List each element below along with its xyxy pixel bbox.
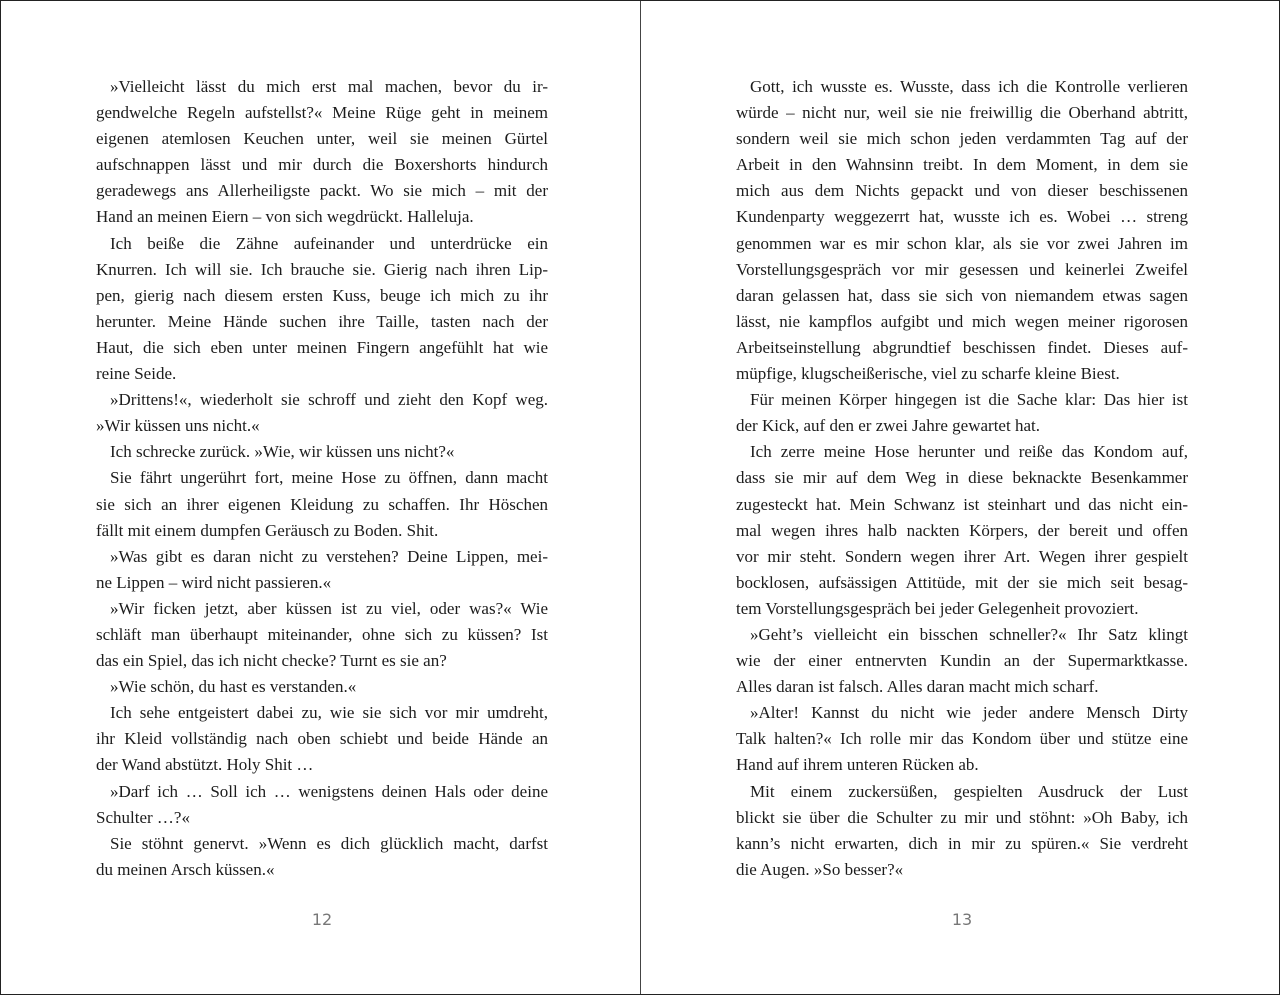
right-page-number: 13 — [951, 910, 973, 929]
text-line: lässt, nie kampflos aufgibt und mich wegen meiner rigorosen — [736, 311, 1188, 331]
text-line: Ich zerre meine Hose herunter und reiße das Kondom auf, — [750, 442, 1188, 462]
text-line: Knurren. Ich will sie. Ich brauche sie. Gierig nach ihren Lip- — [96, 259, 548, 279]
text-line: Haut, die sich eben unter meinen Fingern angefühlt hat wie — [96, 337, 548, 357]
text-line: Arbeitseinstellung abgrundtief beschissen findet. Dieses auf- — [736, 337, 1188, 357]
text-line: Mit einem zuckersüßen, gespielten Ausdruck der Lust — [750, 781, 1188, 801]
text-line: Sie stöhnt genervt. »Wenn es dich glücklich macht, darfst — [110, 833, 548, 853]
text-line: reine Seide. — [96, 364, 177, 384]
text-line: »Drittens!«, wiederholt sie schroff und zieht den Kopf weg. — [110, 390, 548, 410]
text-line: fällt mit einem dumpfen Geräusch zu Boden. Shit. — [96, 520, 439, 540]
text-line: müpfige, klugscheißerische, viel zu scharfe kleine Biest. — [736, 364, 1120, 384]
text-line: Ich schrecke zurück. »Wie, wir küssen uns nicht?« — [110, 442, 455, 462]
text-line: »Geht’s vielleicht ein bisschen schneller?« Ihr Satz klingt — [750, 624, 1188, 644]
text-line: die Augen. »So besser?« — [736, 859, 904, 879]
text-line: aufschnappen lässt und mir durch die Boxershorts hindurch — [96, 155, 548, 175]
page-gutter — [640, 1, 641, 994]
text-line: der Wand abstützt. Holy Shit … — [96, 755, 314, 775]
text-line: blickt sie über die Schulter zu mir und stöhnt: »Oh Baby, ich — [736, 807, 1188, 827]
text-line: sondern weil sie mich schon jeden verdammten Tag auf der — [736, 129, 1188, 149]
text-line: das ein Spiel, das ich nicht checke? Turnt es sie an? — [96, 651, 447, 671]
text-line: Talk halten?« Ich rolle mir das Kondom über und stütze eine — [736, 729, 1188, 749]
text-line: »Wir küssen uns nicht.« — [96, 416, 260, 436]
text-line: Ich sehe entgeistert dabei zu, wie sie sich vor mir umdreht, — [110, 703, 548, 723]
text-line: bocklosen, aufsässigen Attitüde, mit der sie mich seit besag- — [736, 572, 1188, 592]
text-line: Vorstellungsgespräch vor mir gesessen und keinerlei Zweifel — [736, 259, 1188, 279]
text-line: Hand an meinen Eiern – von sich wegdrückt. Halleluja. — [96, 207, 474, 227]
left-page-text — [96, 74, 548, 883]
text-line: Sie fährt ungerührt fort, meine Hose zu öffnen, dann macht — [110, 468, 548, 488]
text-line: dass sie mir auf dem Weg in diese beknackte Besenkammer — [736, 468, 1188, 488]
text-line: mal wegen ihres halb nackten Körpers, der bereit und offen — [736, 520, 1188, 540]
text-line: gendwelche Regeln aufstellst?« Meine Rüge geht in meinem — [96, 103, 548, 123]
text-line: »Wir ficken jetzt, aber küssen ist zu viel, oder was?« Wie — [110, 598, 548, 618]
right-page-text — [736, 74, 1188, 883]
left-page-number: 12 — [311, 910, 333, 929]
text-line: »Was gibt es daran nicht zu verstehen? Deine Lippen, mei- — [110, 546, 548, 566]
text-line: Arbeit in den Wahnsinn treibt. In dem Moment, in dem sie — [736, 155, 1188, 175]
text-line: pen, gierig nach diesem ersten Kuss, beuge ich mich zu ihr — [96, 285, 548, 305]
text-line: würde – nicht nur, weil sie nie freiwillig die Oberhand abtritt, — [736, 103, 1188, 123]
text-line: schläft man überhaupt miteinander, ohne sich zu küssen? Ist — [96, 624, 548, 644]
text-line: »Alter! Kannst du nicht wie jeder andere Mensch Dirty — [750, 703, 1188, 723]
text-line: sie sich an ihrer eigenen Kleidung zu schaffen. Ihr Höschen — [96, 494, 548, 514]
text-line: Alles daran ist falsch. Alles daran macht mich scharf. — [736, 677, 1099, 697]
text-line: du meinen Arsch küssen.« — [96, 859, 275, 879]
text-line: wie der einer entnervten Kundin an der Supermarktkasse. — [736, 651, 1188, 671]
left-page — [96, 74, 548, 883]
text-line: Hand auf ihrem unteren Rücken ab. — [736, 755, 979, 775]
text-line: ihr Kleid vollständig nach oben schiebt und beide Hände an — [96, 729, 548, 749]
text-line: mich aus dem Nichts gepackt und von dieser beschissenen — [736, 181, 1188, 201]
text-line: tem Vorstellungsgespräch bei jeder Gelegenheit provoziert. — [736, 598, 1139, 618]
text-line: »Darf ich … Soll ich … wenigstens deinen Hals oder deine — [110, 781, 548, 801]
text-line: daran gelassen hat, dass sie sich von niemandem etwas sagen — [736, 285, 1188, 305]
text-line: eigenen atemlosen Keuchen unter, weil sie meinen Gürtel — [96, 129, 548, 149]
text-line: Kundenparty weggezerrt hat, wusste ich es. Wobei … streng — [736, 207, 1188, 227]
text-line: geradewegs ans Allerheiligste packt. Wo sie mich – mit der — [96, 181, 548, 201]
text-line: »Vielleicht lässt du mich erst mal machen, bevor du ir- — [110, 77, 548, 96]
text-line: »Wie schön, du hast es verstanden.« — [110, 677, 357, 697]
text-line: der Kick, auf den er zwei Jahre gewartet hat. — [736, 416, 1040, 436]
text-line: Ich beiße die Zähne aufeinander und unterdrücke ein — [110, 233, 548, 253]
text-line: vor mir steht. Sondern wegen ihrer Art. Wegen ihrer gespielt — [736, 546, 1188, 566]
text-line: ne Lippen – wird nicht passieren.« — [96, 572, 332, 592]
text-line: Für meinen Körper hingegen ist die Sache klar: Das hier ist — [750, 390, 1188, 410]
text-line: genommen war es mir schon klar, als sie vor zwei Jahren im — [736, 233, 1188, 253]
text-line: kann’s nicht erwarten, dich in mir zu spüren.« Sie verdreht — [736, 833, 1188, 853]
right-page — [736, 74, 1188, 883]
text-line: herunter. Meine Hände suchen ihre Taille, tasten nach der — [96, 311, 548, 331]
text-line: Gott, ich wusste es. Wusste, dass ich die Kontrolle verlieren — [750, 77, 1188, 96]
text-line: zugesteckt hat. Mein Schwanz ist steinhart und das nicht ein- — [736, 494, 1188, 514]
text-line: Schulter …?« — [96, 807, 190, 827]
